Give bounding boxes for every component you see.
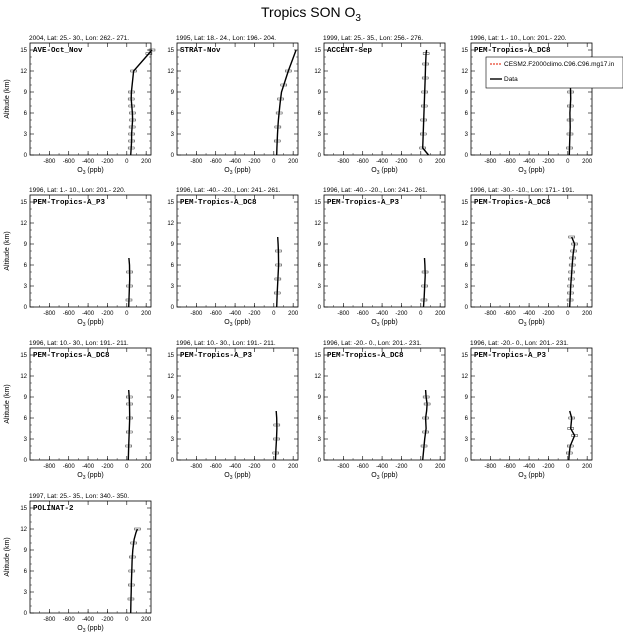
panel-subtitle: 1996, Lat: -40.- -20., Lon: 241.- 261. [323, 187, 428, 194]
panel-5 [4, 187, 152, 328]
panel-7 [314, 187, 446, 328]
y-tick-label: 6 [170, 111, 174, 117]
panel-subtitle: 1996, Lat: 1.- 10., Lon: 201.- 220. [470, 35, 567, 42]
x-axis-label: $O_3$ (ppb) [77, 319, 104, 328]
x-tick-label: -200 [395, 159, 408, 165]
y-tick-label: 3 [23, 590, 27, 596]
x-tick-label: -400 [376, 159, 389, 165]
x-tick-label: -400 [229, 311, 242, 317]
y-tick-label: 0 [464, 305, 468, 311]
y-axis-label: Altitude (km) [4, 79, 11, 119]
x-tick-label: 200 [288, 464, 299, 470]
x-tick-label: 200 [288, 311, 299, 317]
y-tick-label: 9 [23, 548, 27, 554]
y-tick-label: 3 [23, 284, 27, 290]
x-tick-label: 200 [141, 311, 152, 317]
y-tick-label: 0 [317, 153, 321, 159]
x-tick-label: -600 [62, 464, 75, 470]
y-tick-label: 0 [317, 305, 321, 311]
x-axis-label: $O_3$ (ppb) [224, 167, 251, 176]
x-axis-label: $O_3$ (ppb) [77, 167, 104, 176]
panel-grid [4, 35, 623, 634]
data-series-line [423, 390, 427, 460]
y-tick-label: 12 [314, 221, 321, 227]
y-tick-label: 0 [464, 153, 468, 159]
y-tick-label: 3 [170, 284, 174, 290]
x-axis-label: $O_3$ (ppb) [518, 319, 545, 328]
y-tick-label: 15 [461, 353, 468, 359]
panel-4 [461, 35, 623, 176]
y-tick-label: 9 [23, 242, 27, 248]
y-tick-label: 6 [23, 416, 27, 422]
legend-model-label: CESM2.F2000climo.C96.C96.mg17.in [504, 61, 615, 68]
x-tick-label: 200 [582, 311, 593, 317]
panel-2 [167, 35, 299, 176]
y-tick-label: 0 [317, 458, 321, 464]
x-tick-label: -800 [484, 311, 497, 317]
campaign-label: PEM-Tropics-A_P3 [474, 352, 547, 360]
x-tick-label: -600 [356, 311, 369, 317]
y-tick-label: 12 [20, 221, 27, 227]
y-tick-label: 12 [314, 374, 321, 380]
y-tick-label: 12 [167, 221, 174, 227]
x-tick-label: -200 [395, 464, 408, 470]
y-tick-label: 6 [170, 416, 174, 422]
x-tick-label: 0 [125, 311, 129, 317]
y-tick-label: 0 [170, 458, 174, 464]
y-tick-label: 9 [170, 90, 174, 96]
y-tick-label: 15 [167, 48, 174, 54]
panel-subtitle: 1996, Lat: -20.- 0., Lon: 201.- 231. [323, 340, 422, 347]
y-tick-label: 6 [23, 569, 27, 575]
x-tick-label: -600 [62, 311, 75, 317]
y-tick-label: 3 [317, 437, 321, 443]
x-tick-label: -400 [82, 311, 95, 317]
y-tick-label: 6 [317, 263, 321, 269]
x-tick-label: -200 [101, 617, 114, 623]
data-series-line [131, 50, 152, 155]
x-tick-label: 0 [566, 464, 570, 470]
x-tick-label: 0 [125, 464, 129, 470]
panel-1 [4, 35, 155, 176]
campaign-label: PEM-Tropics-A_P3 [327, 199, 400, 207]
x-tick-label: -600 [503, 311, 516, 317]
x-tick-label: -400 [229, 464, 242, 470]
plot-frame [177, 43, 298, 155]
data-series-line [277, 237, 279, 307]
y-tick-label: 9 [23, 90, 27, 96]
x-axis-label: $O_3$ (ppb) [371, 472, 398, 481]
x-tick-label: 200 [288, 159, 299, 165]
y-tick-label: 15 [314, 200, 321, 206]
y-tick-label: 15 [20, 200, 27, 206]
y-tick-label: 3 [170, 437, 174, 443]
campaign-label: ACCENT-Sep [327, 47, 373, 55]
plot-frame [177, 348, 298, 460]
y-tick-label: 3 [23, 437, 27, 443]
panel-subtitle: 1996, Lat: -30.- -10., Lon: 171.- 191. [470, 187, 575, 194]
x-tick-label: 200 [435, 464, 446, 470]
x-tick-label: -400 [82, 159, 95, 165]
x-tick-label: 0 [419, 159, 423, 165]
y-tick-label: 0 [464, 458, 468, 464]
x-tick-label: -400 [229, 159, 242, 165]
campaign-label: PEM-Tropics-A_P3 [33, 199, 106, 207]
x-tick-label: 200 [141, 464, 152, 470]
y-tick-label: 12 [167, 374, 174, 380]
x-tick-label: -200 [542, 311, 555, 317]
y-tick-label: 15 [20, 506, 27, 512]
campaign-label: AVE-Oct_Nov [33, 47, 83, 55]
x-tick-label: -200 [395, 311, 408, 317]
x-tick-label: -800 [337, 311, 350, 317]
x-tick-label: -800 [43, 464, 56, 470]
x-tick-label: 0 [272, 464, 276, 470]
panel-subtitle: 1997, Lat: 25.- 35., Lon: 340.- 350. [29, 493, 130, 500]
y-axis-label: Altitude (km) [4, 231, 11, 271]
campaign-label: PEM-Tropics-A_DC8 [327, 352, 404, 360]
legend [486, 57, 623, 88]
y-tick-label: 12 [461, 374, 468, 380]
panel-10 [167, 340, 299, 481]
x-tick-label: -200 [542, 464, 555, 470]
y-tick-label: 6 [170, 263, 174, 269]
y-tick-label: 15 [167, 200, 174, 206]
y-tick-label: 12 [20, 527, 27, 533]
plot-frame [30, 348, 151, 460]
x-tick-label: -600 [62, 617, 75, 623]
y-tick-label: 15 [20, 48, 27, 54]
figure-title: Tropics SON $O_3$ [261, 4, 361, 24]
y-tick-label: 0 [23, 458, 27, 464]
x-axis-label: $O_3$ (ppb) [518, 167, 545, 176]
campaign-label: PEM-Tropics-A_DC8 [474, 199, 551, 207]
y-tick-label: 0 [23, 153, 27, 159]
y-tick-label: 3 [464, 437, 468, 443]
y-tick-label: 12 [314, 69, 321, 75]
panel-subtitle: 1996, Lat: 10.- 30., Lon: 191.- 211. [29, 340, 129, 347]
x-tick-label: -600 [62, 159, 75, 165]
x-tick-label: -400 [523, 159, 536, 165]
x-tick-label: 200 [435, 159, 446, 165]
x-tick-label: -400 [82, 464, 95, 470]
panel-subtitle: 1995, Lat: 18.- 24., Lon: 196.- 204. [176, 35, 277, 42]
x-axis-label: $O_3$ (ppb) [518, 472, 545, 481]
panel-subtitle: 1996, Lat: 10.- 30., Lon: 191.- 211. [176, 340, 276, 347]
x-axis-label: $O_3$ (ppb) [224, 319, 251, 328]
campaign-label: STRAT-Nov [180, 47, 221, 55]
panel-subtitle: 1996, Lat: 1.- 10., Lon: 201.- 220. [29, 187, 126, 194]
panel-subtitle: 1999, Lat: 25.- 35., Lon: 256.- 276. [323, 35, 424, 42]
y-axis-label: Altitude (km) [4, 384, 11, 424]
y-tick-label: 6 [23, 263, 27, 269]
x-tick-label: -800 [190, 159, 203, 165]
x-tick-label: -600 [503, 159, 516, 165]
x-tick-label: -800 [43, 311, 56, 317]
x-tick-label: -800 [43, 617, 56, 623]
y-tick-label: 9 [317, 90, 321, 96]
y-tick-label: 6 [23, 111, 27, 117]
data-series-line [276, 411, 277, 460]
x-tick-label: 200 [141, 159, 152, 165]
x-tick-label: 200 [582, 464, 593, 470]
x-tick-label: -400 [376, 464, 389, 470]
y-tick-label: 6 [317, 416, 321, 422]
x-axis-label: $O_3$ (ppb) [224, 472, 251, 481]
y-tick-label: 0 [170, 153, 174, 159]
x-tick-label: 0 [419, 464, 423, 470]
panel-subtitle: 2004, Lat: 25.- 30., Lon: 262.- 271. [29, 35, 130, 42]
data-series-line [277, 50, 296, 155]
panel-12 [461, 340, 593, 481]
data-series-line [128, 390, 129, 460]
panel-3 [314, 35, 446, 176]
data-series-line [131, 529, 138, 613]
y-tick-label: 6 [464, 263, 468, 269]
data-series-line [570, 237, 575, 307]
x-tick-label: -200 [248, 311, 261, 317]
campaign-label: PEM-Tropics-A_P3 [180, 352, 253, 360]
x-axis-label: $O_3$ (ppb) [77, 625, 104, 634]
campaign-label: PEM-Tropics-A_DC8 [474, 47, 551, 55]
x-tick-label: 200 [435, 311, 446, 317]
data-series-line [424, 258, 426, 307]
campaign-label: PEM-Tropics-A_DC8 [33, 352, 110, 360]
y-tick-label: 15 [461, 200, 468, 206]
campaign-label: POLINAT-2 [33, 505, 74, 513]
x-tick-label: 0 [566, 159, 570, 165]
y-tick-label: 3 [464, 284, 468, 290]
y-tick-label: 6 [317, 111, 321, 117]
x-tick-label: 0 [566, 311, 570, 317]
panel-13 [4, 493, 152, 634]
plot-frame [30, 43, 151, 155]
y-tick-label: 12 [461, 69, 468, 75]
x-tick-label: -600 [209, 464, 222, 470]
y-tick-label: 15 [461, 48, 468, 54]
data-series-line [423, 50, 429, 155]
x-tick-label: 0 [125, 617, 129, 623]
x-tick-label: -400 [523, 311, 536, 317]
x-tick-label: -400 [82, 617, 95, 623]
y-tick-label: 12 [20, 69, 27, 75]
legend-data-label: Data [504, 76, 518, 83]
x-tick-label: -600 [209, 159, 222, 165]
x-tick-label: -800 [484, 159, 497, 165]
y-tick-label: 6 [464, 111, 468, 117]
y-tick-label: 3 [23, 132, 27, 138]
plot-frame [324, 43, 445, 155]
y-tick-label: 9 [464, 90, 468, 96]
x-tick-label: -200 [101, 159, 114, 165]
x-tick-label: 0 [125, 159, 129, 165]
data-series-line [569, 85, 570, 155]
x-tick-label: -800 [43, 159, 56, 165]
plot-frame [30, 195, 151, 307]
y-tick-label: 12 [167, 69, 174, 75]
x-tick-label: 200 [582, 159, 593, 165]
x-tick-label: -800 [337, 159, 350, 165]
y-tick-label: 3 [170, 132, 174, 138]
campaign-label: PEM-Tropics-A_DC8 [180, 199, 257, 207]
y-tick-label: 0 [170, 305, 174, 311]
x-tick-label: 0 [419, 311, 423, 317]
y-tick-label: 9 [464, 242, 468, 248]
panel-subtitle: 1996, Lat: -20.- 0., Lon: 201.- 231. [470, 340, 569, 347]
panel-9 [4, 340, 152, 481]
y-tick-label: 9 [170, 395, 174, 401]
data-series-line [129, 258, 130, 307]
y-tick-label: 12 [461, 221, 468, 227]
y-tick-label: 0 [23, 305, 27, 311]
plot-frame [324, 195, 445, 307]
y-tick-label: 3 [317, 284, 321, 290]
y-tick-label: 3 [464, 132, 468, 138]
x-tick-label: 0 [272, 159, 276, 165]
x-axis-label: $O_3$ (ppb) [371, 167, 398, 176]
y-tick-label: 12 [20, 374, 27, 380]
panel-subtitle: 1996, Lat: -40.- -20., Lon: 241.- 261. [176, 187, 281, 194]
y-tick-label: 6 [464, 416, 468, 422]
x-axis-label: $O_3$ (ppb) [371, 319, 398, 328]
x-tick-label: -600 [356, 159, 369, 165]
y-tick-label: 15 [20, 353, 27, 359]
y-tick-label: 15 [314, 353, 321, 359]
plot-frame [177, 195, 298, 307]
y-axis-label: Altitude (km) [4, 537, 11, 577]
x-tick-label: -600 [356, 464, 369, 470]
panel-11 [314, 340, 446, 481]
y-tick-label: 15 [314, 48, 321, 54]
x-tick-label: -600 [209, 311, 222, 317]
panel-8 [461, 187, 593, 328]
x-tick-label: -800 [484, 464, 497, 470]
x-tick-label: -800 [190, 311, 203, 317]
x-tick-label: 200 [141, 617, 152, 623]
x-tick-label: -200 [101, 311, 114, 317]
x-tick-label: -200 [101, 464, 114, 470]
x-tick-label: -400 [376, 311, 389, 317]
y-tick-label: 9 [317, 242, 321, 248]
plot-frame [471, 348, 592, 460]
y-tick-label: 9 [23, 395, 27, 401]
y-tick-label: 15 [167, 353, 174, 359]
x-tick-label: -200 [542, 159, 555, 165]
x-tick-label: -800 [337, 464, 350, 470]
x-tick-label: -600 [503, 464, 516, 470]
y-tick-label: 9 [317, 395, 321, 401]
panel-6 [167, 187, 299, 328]
x-tick-label: -200 [248, 464, 261, 470]
x-tick-label: 0 [272, 311, 276, 317]
x-tick-label: -800 [190, 464, 203, 470]
y-tick-label: 3 [317, 132, 321, 138]
y-tick-label: 9 [170, 242, 174, 248]
x-tick-label: -400 [523, 464, 536, 470]
y-tick-label: 9 [464, 395, 468, 401]
x-tick-label: -200 [248, 159, 261, 165]
y-tick-label: 0 [23, 611, 27, 617]
x-axis-label: $O_3$ (ppb) [77, 472, 104, 481]
